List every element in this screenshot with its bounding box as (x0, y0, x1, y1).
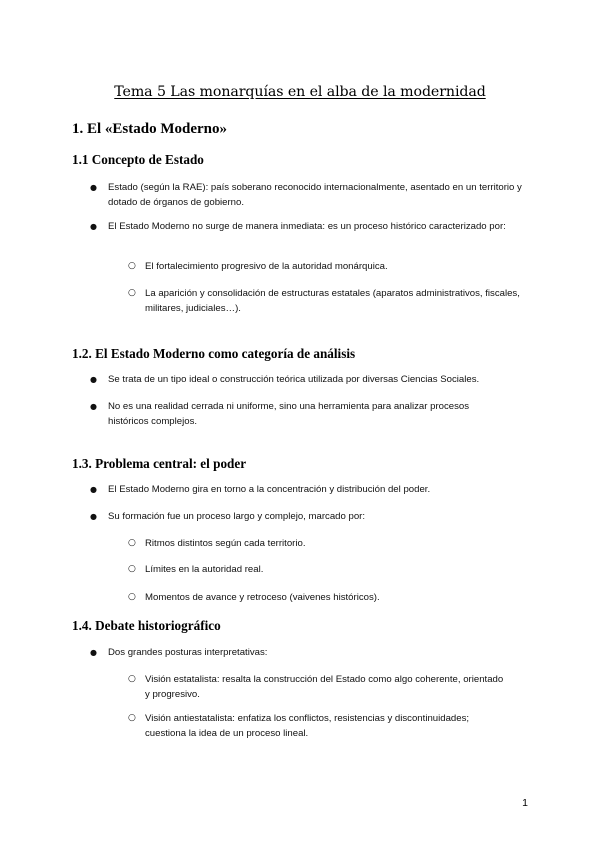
hollow-bullet-icon: ○ (128, 713, 136, 723)
page-number: 1 (522, 797, 528, 809)
list-item: Su formación fue un proceso largo y complejo, marcado por: (108, 511, 366, 522)
hollow-bullet-icon: ○ (128, 261, 136, 271)
bullet-icon: ● (90, 648, 97, 657)
bullet-icon: ● (90, 375, 97, 384)
hollow-bullet-icon: ○ (128, 538, 136, 548)
sub-list-item: Momentos de avance y retroceso (vaivenes históricos). (145, 592, 380, 603)
bullet-icon: ● (90, 222, 97, 231)
hollow-bullet-icon: ○ (128, 288, 136, 298)
subsection-heading: 1.2. El Estado Moderno como categoría de análisis (72, 346, 356, 361)
sub-list-item: Visión antiestatalista: enfatiza los conflictos, resistencias y discontinuidades; cuestiona la idea de un proceso lineal. (145, 713, 470, 739)
sub-list-item: Límites en la autoridad real. (145, 564, 264, 575)
list-item: El Estado Moderno no surge de manera inmediata: es un proceso histórico caracterizado por: (108, 221, 506, 232)
document-title: Tema 5 Las monarquías en el alba de la modernidad (114, 84, 486, 100)
section-heading: 1. El «Estado Moderno» (72, 121, 228, 137)
bullet-icon: ● (90, 183, 97, 192)
list-item: Estado (según la RAE): país soberano reconocido internacionalmente, asentado en un territorio y dotado de órganos de gobierno. (108, 182, 522, 208)
bullet-icon: ● (90, 402, 97, 411)
hollow-bullet-icon: ○ (128, 674, 136, 684)
hollow-bullet-icon: ○ (128, 564, 136, 574)
subsection-heading: 1.4. Debate historiográfico (72, 618, 221, 633)
list-item: El Estado Moderno gira en torno a la concentración y distribución del poder. (108, 484, 431, 495)
sub-list-item: Visión estatalista: resalta la construcción del Estado como algo coherente, orientado y progresivo. (145, 674, 504, 700)
bullet-icon: ● (90, 512, 97, 521)
list-item: No es una realidad cerrada ni uniforme, sino una herramienta para analizar procesos históricos complejos. (108, 401, 470, 427)
sub-list-item: La aparición y consolidación de estructuras estatales (aparatos administrativos, fiscales, militares, judiciales…). (145, 288, 520, 314)
bullet-icon: ● (90, 485, 97, 494)
subsection-heading: 1.3. Problema central: el poder (72, 456, 247, 471)
list-item: Dos grandes posturas interpretativas: (108, 647, 268, 658)
subsection-heading: 1.1 Concepto de Estado (72, 152, 204, 167)
list-item: Se trata de un tipo ideal o construcción teórica utilizada por diversas Ciencias Sociales. (108, 374, 480, 385)
sub-list-item: Ritmos distintos según cada territorio. (145, 538, 306, 549)
sub-list-item: El fortalecimiento progresivo de la autoridad monárquica. (145, 261, 388, 272)
hollow-bullet-icon: ○ (128, 592, 136, 602)
